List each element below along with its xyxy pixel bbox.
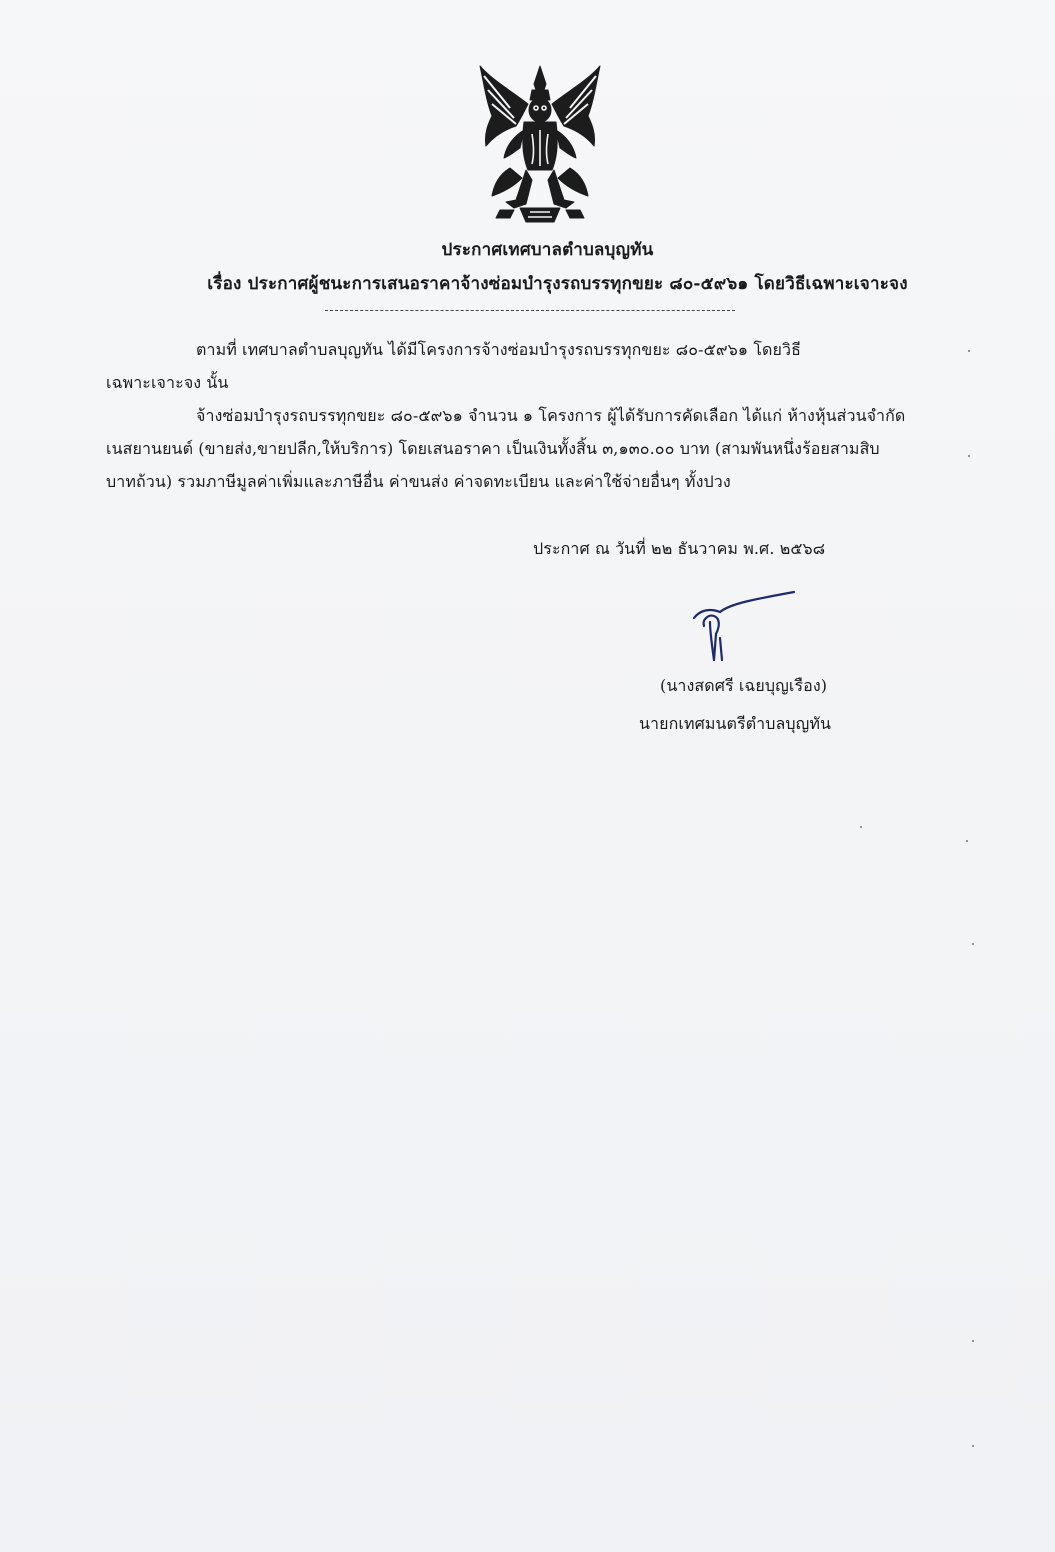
scan-speck	[968, 350, 970, 352]
paragraph-2-line-1: จ้างซ่อมบำรุงรถบรรทุกขยะ ๘๐-๕๙๖๑ จำนวน ๑ โครงการ ผู้ได้รับการคัดเลือก ได้แก่ ห้างหุ้นส่วนจำกัด	[196, 406, 906, 425]
signature-image	[690, 590, 800, 670]
notice-subject: เรื่อง ประกาศผู้ชนะการเสนอราคาจ้างซ่อมบำรุงรถบรรทุกขยะ ๘๐-๕๙๖๑ โดยวิธีเฉพาะเจาะจง	[207, 274, 908, 294]
scan-speck	[972, 1445, 974, 1447]
scan-speck	[972, 943, 974, 945]
signatory-name: (นางสดศรี เฉยบุญเรือง)	[660, 676, 828, 695]
scan-speck	[968, 455, 970, 457]
notice-issuer: ประกาศเทศบาลตำบลบุญทัน	[441, 240, 654, 260]
garuda-emblem-icon	[470, 60, 610, 230]
scan-speck	[860, 826, 862, 828]
paragraph-2-line-3: บาทถ้วน) รวมภาษีมูลค่าเพิ่มและภาษีอื่น ค่าขนส่ง ค่าจดทะเบียน และค่าใช้จ่ายอื่นๆ ทั้งปวง	[106, 472, 731, 491]
scan-speck	[972, 1340, 974, 1342]
signatory-position: นายกเทศมนตรีตำบลบุญทัน	[639, 714, 832, 733]
paragraph-1-line-1: ตามที่ เทศบาลตำบลบุญทัน ได้มีโครงการจ้างซ่อมบำรุงรถบรรทุกขยะ ๘๐-๕๙๖๑ โดยวิธี	[196, 340, 801, 359]
paragraph-1-line-2: เฉพาะเจาะจง นั้น	[106, 373, 229, 392]
announcement-date: ประกาศ ณ วันที่ ๒๒ ธันวาคม พ.ศ. ๒๕๖๘	[533, 539, 826, 558]
paragraph-2-line-2: เนสยานยนต์ (ขายส่ง,ขายปลีก,ให้บริการ) โดยเสนอราคา เป็นเงินทั้งสิ้น ๓,๑๓๐.๐๐ บาท (สามพันหนึ่งร้อยสามสิบ	[106, 439, 880, 458]
scan-speck	[966, 840, 968, 842]
title-divider	[325, 310, 735, 311]
